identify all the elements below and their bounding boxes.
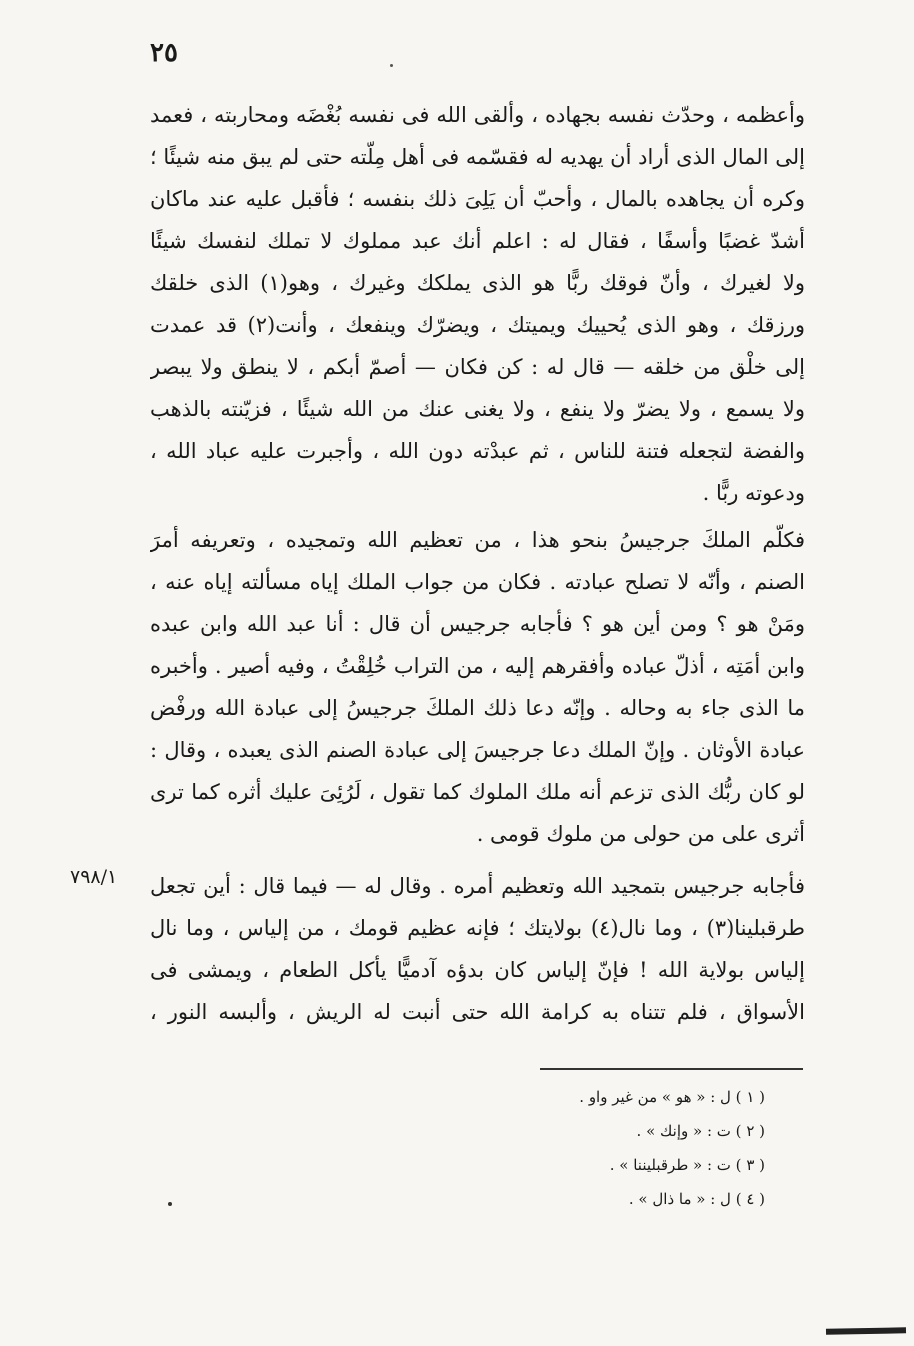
- text-line: عبادة الأوثان . وإنّ الملك دعا جرجيسَ إلى عبادة الصنم الذى يعبده ، وقال :: [150, 738, 805, 762]
- text-line: أشدّ غضبًا وأسفًا ، فقال له : اعلم أنك عبد مملوك لا تملك لنفسك شيئًا: [150, 229, 805, 253]
- text-line: فكلّم الملكَ جرجيسُ بنحو هذا ، من تعظيم الله وتمجيده ، وتعريفه أمرَ: [150, 528, 805, 552]
- paragraph-3: [150, 865, 805, 1033]
- ink-dot: [168, 1202, 172, 1206]
- text-line: أثرى على من حولى من ملوك قومى .: [476, 822, 805, 846]
- text-line: ولا يسمع ، ولا يضرّ ولا ينفع ، ولا يغنى عنك من الله شيئًا ، فزيّنته بالذهب: [150, 397, 805, 421]
- text-line: فأجابه جرجيس بتمجيد الله وتعظيم أمره . وقال له — فيما قال : أين تجعل: [150, 874, 805, 898]
- text-line: ومَنْ هو ؟ ومن أين هو ؟ فأجابه جرجيس أن قال : أنا عبد الله وابن عبده: [150, 612, 805, 636]
- text-line: ورزقك ، وهو الذى يُحييك ويميتك ، ويضرّك وينفعك ، وأنت(٢) قد عمدت: [150, 313, 805, 337]
- text-line: وكره أن يجاهده بالمال ، وأحبّ أن يَلِىَ ذلك بنفسه ؛ فأقبل عليه عند ماكان: [150, 187, 805, 211]
- text-line: إلى المال الذى أراد أن يهديه له فقسّمه فى أهل مِلّته حتى لم يبق منه شيئًا ؛: [150, 145, 805, 169]
- text-line: إلياس بولاية الله ! فإنّ إلياس كان بدؤه آدميًّا يأكل الطعام ، ويمشى فى: [150, 958, 805, 982]
- margin-reference: ٧٩٨/١: [70, 866, 118, 888]
- paragraph-1: [150, 94, 805, 514]
- text-line: ودعوته ربًّا .: [702, 481, 805, 505]
- text-line: لو كان ربُّك الذى تزعم أنه ملك الملوك كما تقول ، لَرُئِىَ عليك أثره كما ترى: [150, 780, 805, 804]
- text-line: ما الذى جاء به وحاله . وإنّه دعا ذلك الملكَ جرجيسُ إلى عبادة الله ورفْض: [150, 696, 805, 720]
- text-line: الصنم ، وأنّه لا تصلح عبادته . فكان من جواب الملك إياه مسألته إياه عنه ،: [150, 570, 805, 594]
- page-number: ٢٥: [150, 38, 178, 68]
- footnote: ( ٢ ) ت : « وإنك » .: [636, 1122, 765, 1140]
- scan-edge-mark: [826, 1327, 906, 1334]
- text-line: وأعظمه ، وحدّث نفسه بجهاده ، وألقى الله فى نفسه بُغْضَه ومحاربته ، فعمد: [150, 103, 805, 127]
- text-line: طرقبلينا(٣) ، وما نال(٤) بولايتك ؛ فإنه عظيم قومك ، من إلياس ، وما نال: [150, 916, 805, 940]
- footnote: ( ١ ) ل : « هو » من غير واو .: [579, 1088, 765, 1106]
- paragraph-2: [150, 519, 805, 855]
- footnotes: [440, 1080, 765, 1216]
- footnote: ( ٤ ) ل : « ما ذال » .: [628, 1190, 765, 1208]
- text-line: وابن أمَتِه ، أذلّ عباده وأفقرهم إليه ، من التراب خُلِقْتُ ، وفيه أصير . وأخبره: [150, 654, 805, 678]
- text-line: إلى خلْق من خلقه — قال له : كن فكان — أصمّ أبكم ، لا ينطق ولا يبصر: [150, 355, 805, 379]
- footnote: ( ٣ ) ت : « طرقبليننا » .: [609, 1156, 765, 1174]
- text-line: ولا لغيرك ، وأنّ فوقك ربًّا هو الذى يملكك وغيرك ، وهو(١) الذى خلقك: [150, 271, 805, 295]
- ink-dot: [390, 64, 393, 67]
- footnote-divider: [540, 1068, 803, 1070]
- text-line: الأسواق ، فلم تتناه به كرامة الله حتى أنبت له الريش ، وألبسه النور ،: [150, 1000, 805, 1024]
- text-line: والفضة لتجعله فتنة للناس ، ثم عبدْته دون الله ، وأجبرت عليه عباد الله ،: [150, 439, 805, 463]
